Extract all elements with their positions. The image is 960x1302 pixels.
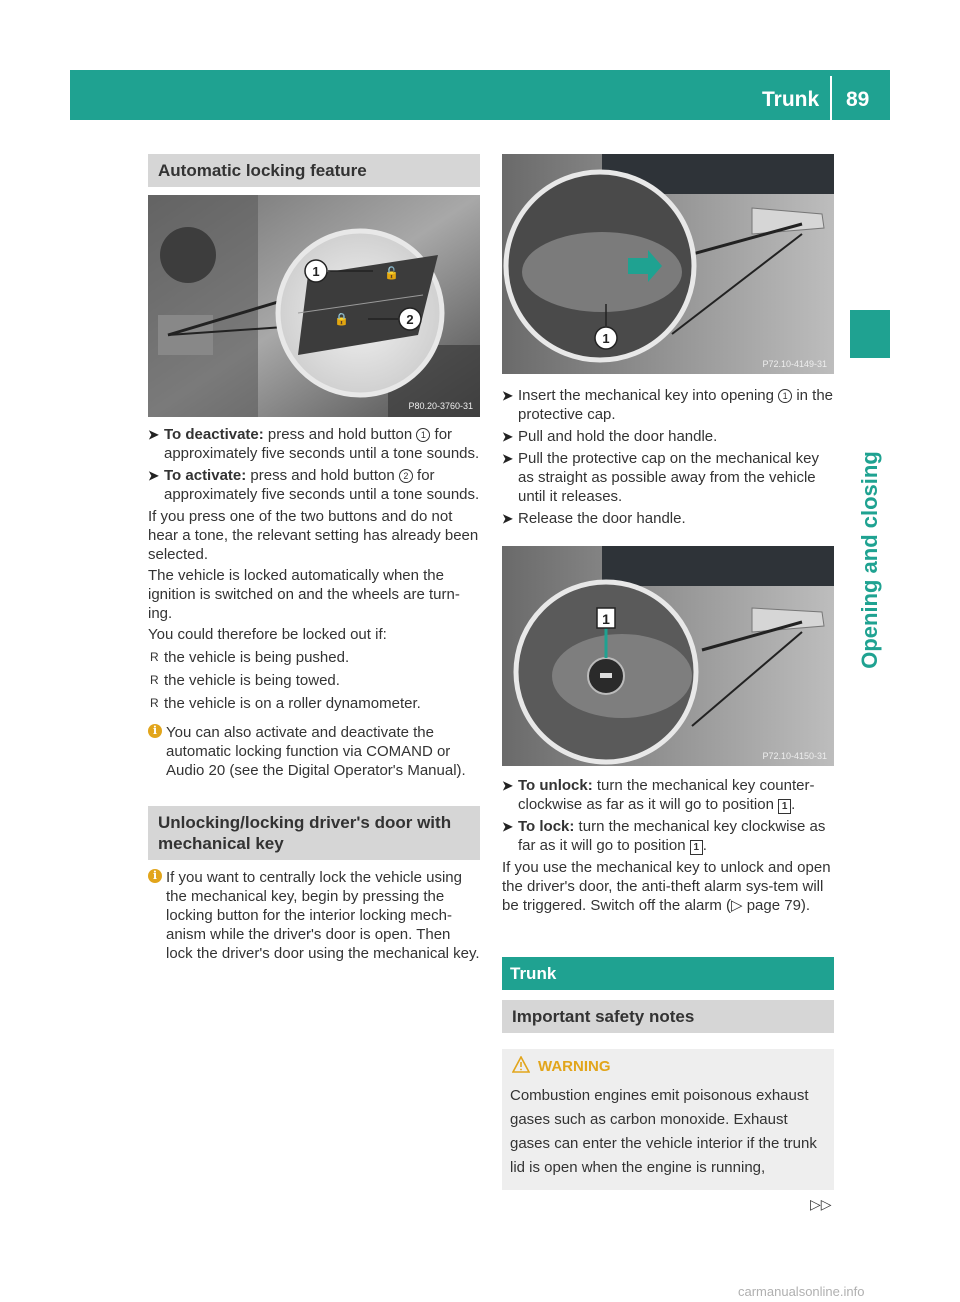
warning-box <box>502 1049 834 1190</box>
callout-number: 1 <box>416 428 430 442</box>
side-tab-marker <box>850 310 890 358</box>
photo-door-panel-buttons <box>148 195 480 417</box>
position-marker: 1 <box>778 799 791 814</box>
list-item: R the vehicle is on a roller dynamometer. <box>150 695 421 712</box>
page-number: 89 <box>846 88 870 111</box>
position-marker: 1 <box>690 840 703 855</box>
step-pull-handle: ➤ Pull and hold the door handle. <box>502 428 718 445</box>
photo-code: P72.10-4149-31 <box>762 359 827 369</box>
step-activate: ➤ To activate: press and hold button 2 for approximately five seconds until a tone sounds. <box>148 467 480 503</box>
photo-code: P80.20-3760-31 <box>408 401 473 411</box>
watermark: carmanualsonline.info <box>738 1284 865 1299</box>
page-reference-link[interactable]: (▷ page 79). <box>726 897 811 914</box>
list-item: R the vehicle is being towed. <box>150 672 340 689</box>
section-heading-mechanical-key: Unlocking/locking driver's door with mechanical key <box>148 806 480 860</box>
info-icon: i <box>148 724 162 738</box>
svg-text:🔒: 🔒 <box>334 312 349 326</box>
section-heading-safety-notes: Important safety notes <box>502 1000 834 1033</box>
step-arrow-icon: ➤ <box>502 429 513 444</box>
info-note-comand: i You can also activate and deactivate the automatic locking function via COMAND or Audio 20 (see the Digital Operator's Manual). <box>148 723 480 780</box>
step-lock: ➤ To lock: turn the mechanical key clockwise as far as it will go to position 1 . <box>502 818 826 854</box>
right-column <box>502 154 834 1190</box>
side-tab-label: Opening and closing <box>857 451 882 669</box>
paragraph: If you press one of the two buttons and do not hear a tone, the relevant setting has already been selected. <box>148 508 479 563</box>
step-release-handle: ➤ Release the door handle. <box>502 510 686 527</box>
header-title: Trunk <box>762 88 820 111</box>
step-arrow-icon: ➤ <box>148 427 159 442</box>
paragraph: You could therefore be locked out if: <box>148 626 387 643</box>
step-arrow-icon: ➤ <box>148 468 159 483</box>
svg-text:1: 1 <box>602 331 610 346</box>
step-pull-cap: ➤ Pull the protective cap on the mechanical key as straight as possible away from the vehicle until it releases. <box>502 450 820 505</box>
photo-code: P72.10-4150-31 <box>762 751 827 761</box>
left-column <box>148 154 480 973</box>
info-note-central-lock: i If you want to centrally lock the vehicle using the mechanical key, begin by pressing the locking button for the interior locking mech-anism while the driver's door is open. Then lock the driver's door using the mechanical key. <box>148 868 480 963</box>
continue-arrows-icon: ▷▷ <box>810 1196 832 1212</box>
header-separator <box>830 76 832 120</box>
svg-text:2: 2 <box>406 312 414 327</box>
callout-number: 1 <box>778 389 792 403</box>
section-heading-automatic-locking: Automatic locking feature <box>148 154 480 187</box>
door-panel-illustration <box>148 195 480 417</box>
svg-text:1: 1 <box>602 611 610 627</box>
section-heading-trunk: Trunk <box>502 957 834 990</box>
callout-number: 2 <box>399 469 413 483</box>
step-arrow-icon: ➤ <box>502 451 513 466</box>
door-handle-illustration <box>502 154 834 374</box>
step-arrow-icon: ➤ <box>502 511 513 526</box>
step-unlock: ➤ To unlock: turn the mechanical key counter-clockwise as far as it will go to position 1 . <box>502 777 815 813</box>
step-insert-key: ➤ Insert the mechanical key into opening 1 in the protective cap. <box>502 387 834 423</box>
paragraph-alarm: If you use the mechanical key to unlock and open the driver's door, the anti-theft alarm sys-tem will be triggered. Switch off the alarm (▷ page 79). <box>502 859 831 914</box>
info-icon: i <box>148 869 162 883</box>
warning-title: WARNING <box>510 1057 826 1076</box>
photo-key-cylinder <box>502 546 834 766</box>
photo-door-handle-cap <box>502 154 834 374</box>
svg-text:🔓: 🔓 <box>384 266 399 280</box>
key-cylinder-illustration <box>502 546 834 766</box>
paragraph: The vehicle is locked automatically when the ignition is switched on and the wheels are turn-ing. <box>148 567 460 622</box>
step-deactivate: ➤ To deactivate: press and hold button 1 for approximately five seconds until a tone sounds. <box>148 426 480 462</box>
list-item: R the vehicle is being pushed. <box>150 649 350 666</box>
step-arrow-icon: ➤ <box>502 778 513 793</box>
warning-text: Combustion engines emit poisonous exhaust gases such as carbon monoxide. Exhaust gases can enter the vehicle interior if the trunk lid is open when the engine is running, <box>510 1087 817 1176</box>
svg-text:1: 1 <box>312 264 320 279</box>
step-arrow-icon: ➤ <box>502 819 513 834</box>
warning-triangle-icon <box>512 1056 530 1073</box>
step-arrow-icon: ➤ <box>502 388 513 403</box>
